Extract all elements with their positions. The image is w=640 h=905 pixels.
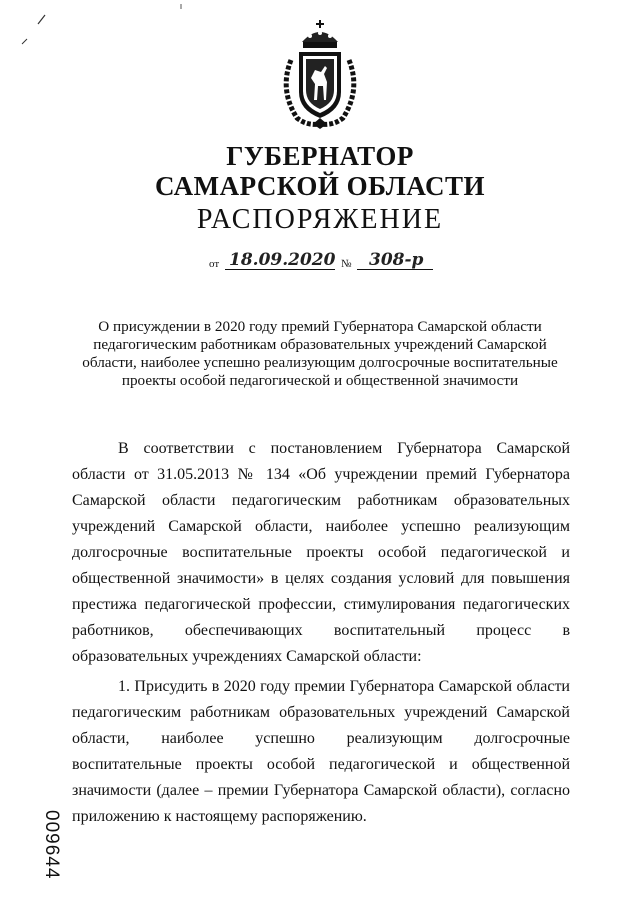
document-subject: О присуждении в 2020 году премий Губернатора Самарской области педагогическим работникам образовательных учреждений Самарской области, наиболее успешно реализующим долгосрочные воспитательные проекты особой педагогической и общественной значимости [82,318,558,389]
body-paragraph-1: В соответствии с постановлением Губернатора Самарской области от 31.05.2013 № 134 «Об учреждении премий Губернатора Самарской области педагогическим работникам образовательных учреждений Самарской области, наиболее успешно реализующим долгосрочные воспитательные проекты особой педагогической и общественной значимости» в целях создания условий для повышения престижа педагогической профессии, стимулирования педагогических работников, обеспечивающих воспитательный процесс в образовательных учреждениях Самарской области: [72,440,570,665]
scan-mark [36,12,48,26]
scan-mark [20,36,30,46]
coat-of-arms-emblem [277,20,363,130]
header-title-line2: САМАРСКОЙ ОБЛАСТИ [154,171,486,201]
document-type: РАСПОРЯЖЕНИЕ [196,204,444,235]
scan-mark [178,3,184,11]
date-label: от [209,258,220,270]
side-registration-number: 009644 [41,810,62,880]
header-title-line1: ГУБЕРНАТОР [226,141,414,171]
date-value: 18.09.2020 [229,250,336,270]
number-label: № [341,258,352,270]
number-value: 308-р [369,250,424,270]
body-paragraph-2: 1. Присудить в 2020 году премии Губернатора Самарской области педагогическим работникам образовательных учреждений Самарской области, наиболее успешно реализующим долгосрочные воспитательные проекты особой педагогической и общественной значимости (далее – премии Губернатора Самарской области), согласно приложению к настоящему распоряжению. [72,678,570,825]
document-meta [209,250,449,274]
